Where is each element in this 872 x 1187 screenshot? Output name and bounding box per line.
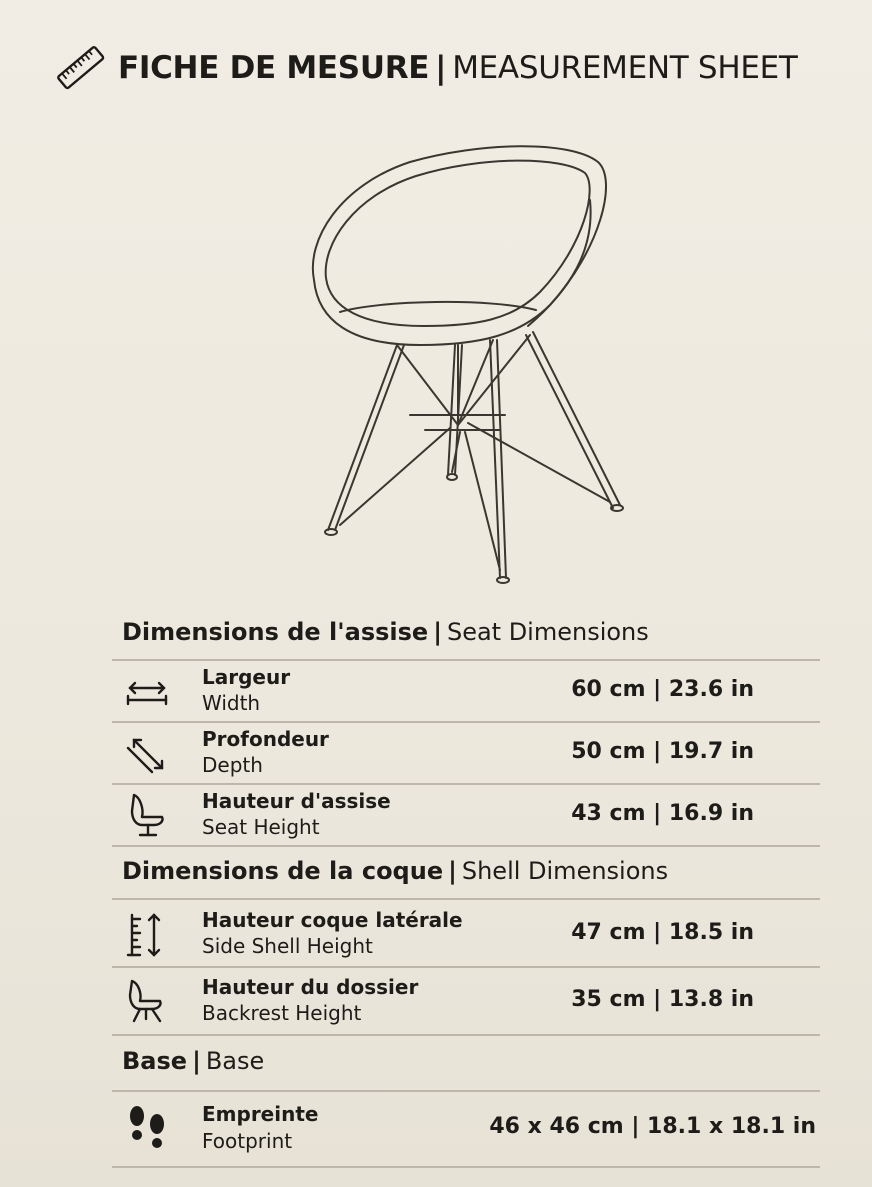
page-title (118, 50, 798, 86)
backrest-chair-icon (122, 975, 172, 1025)
measurement-row-backrest-height (112, 968, 820, 1034)
measurement-value: 60 cm | 23.6 in (571, 677, 754, 702)
section-separator: | (448, 857, 457, 885)
page-header (54, 38, 798, 98)
label-en: Depth (202, 753, 263, 777)
ruler-icon (54, 41, 108, 95)
footprints-icon (122, 1102, 172, 1152)
measurement-value: 43 cm | 16.9 in (571, 801, 754, 826)
section-title-fr: Dimensions de la coque (122, 857, 444, 885)
seat-chair-icon (122, 789, 172, 839)
section-title-shell (122, 857, 668, 885)
label-en: Seat Height (202, 815, 320, 839)
label-en: Footprint (202, 1129, 293, 1153)
section-separator: | (433, 618, 442, 646)
section-separator: | (192, 1047, 201, 1075)
measurement-value: 50 cm | 19.7 in (571, 739, 754, 764)
height-ruler-icon (122, 909, 172, 959)
section-title-base (122, 1047, 264, 1075)
divider (112, 1034, 820, 1036)
measurement-row-seat-height (112, 785, 820, 845)
title-en: MEASUREMENT SHEET (452, 50, 798, 86)
label-en: Backrest Height (202, 1001, 362, 1025)
section-title-en: Base (205, 1047, 265, 1075)
width-arrows-icon (122, 669, 172, 719)
divider (112, 1166, 820, 1168)
label-fr: Largeur (202, 665, 291, 689)
section-title-en: Seat Dimensions (446, 618, 649, 646)
depth-arrows-icon (122, 728, 172, 778)
title-separator: | (435, 50, 447, 86)
measurement-row-side-shell-height (112, 900, 820, 966)
measurement-row-depth (112, 723, 820, 783)
section-title-seat (122, 618, 649, 646)
label-fr: Hauteur d'assise (202, 789, 391, 813)
label-en: Side Shell Height (202, 934, 373, 958)
measurement-row-footprint (112, 1092, 820, 1166)
measurement-value: 47 cm | 18.5 in (571, 920, 754, 945)
title-fr: FICHE DE MESURE (118, 50, 430, 86)
label-fr: Hauteur coque latérale (202, 908, 463, 932)
measurement-row-width (112, 661, 820, 721)
label-en: Width (202, 691, 261, 715)
label-fr: Profondeur (202, 727, 329, 751)
label-fr: Empreinte (202, 1102, 319, 1126)
section-title-fr: Base (122, 1047, 188, 1075)
label-fr: Hauteur du dossier (202, 975, 419, 999)
measurement-value: 46 x 46 cm | 18.1 x 18.1 in (489, 1114, 816, 1139)
divider (112, 845, 820, 847)
section-title-fr: Dimensions de l'assise (122, 618, 429, 646)
measurement-value: 35 cm | 13.8 in (571, 987, 754, 1012)
chair-illustration (300, 140, 640, 590)
section-title-en: Shell Dimensions (461, 857, 669, 885)
